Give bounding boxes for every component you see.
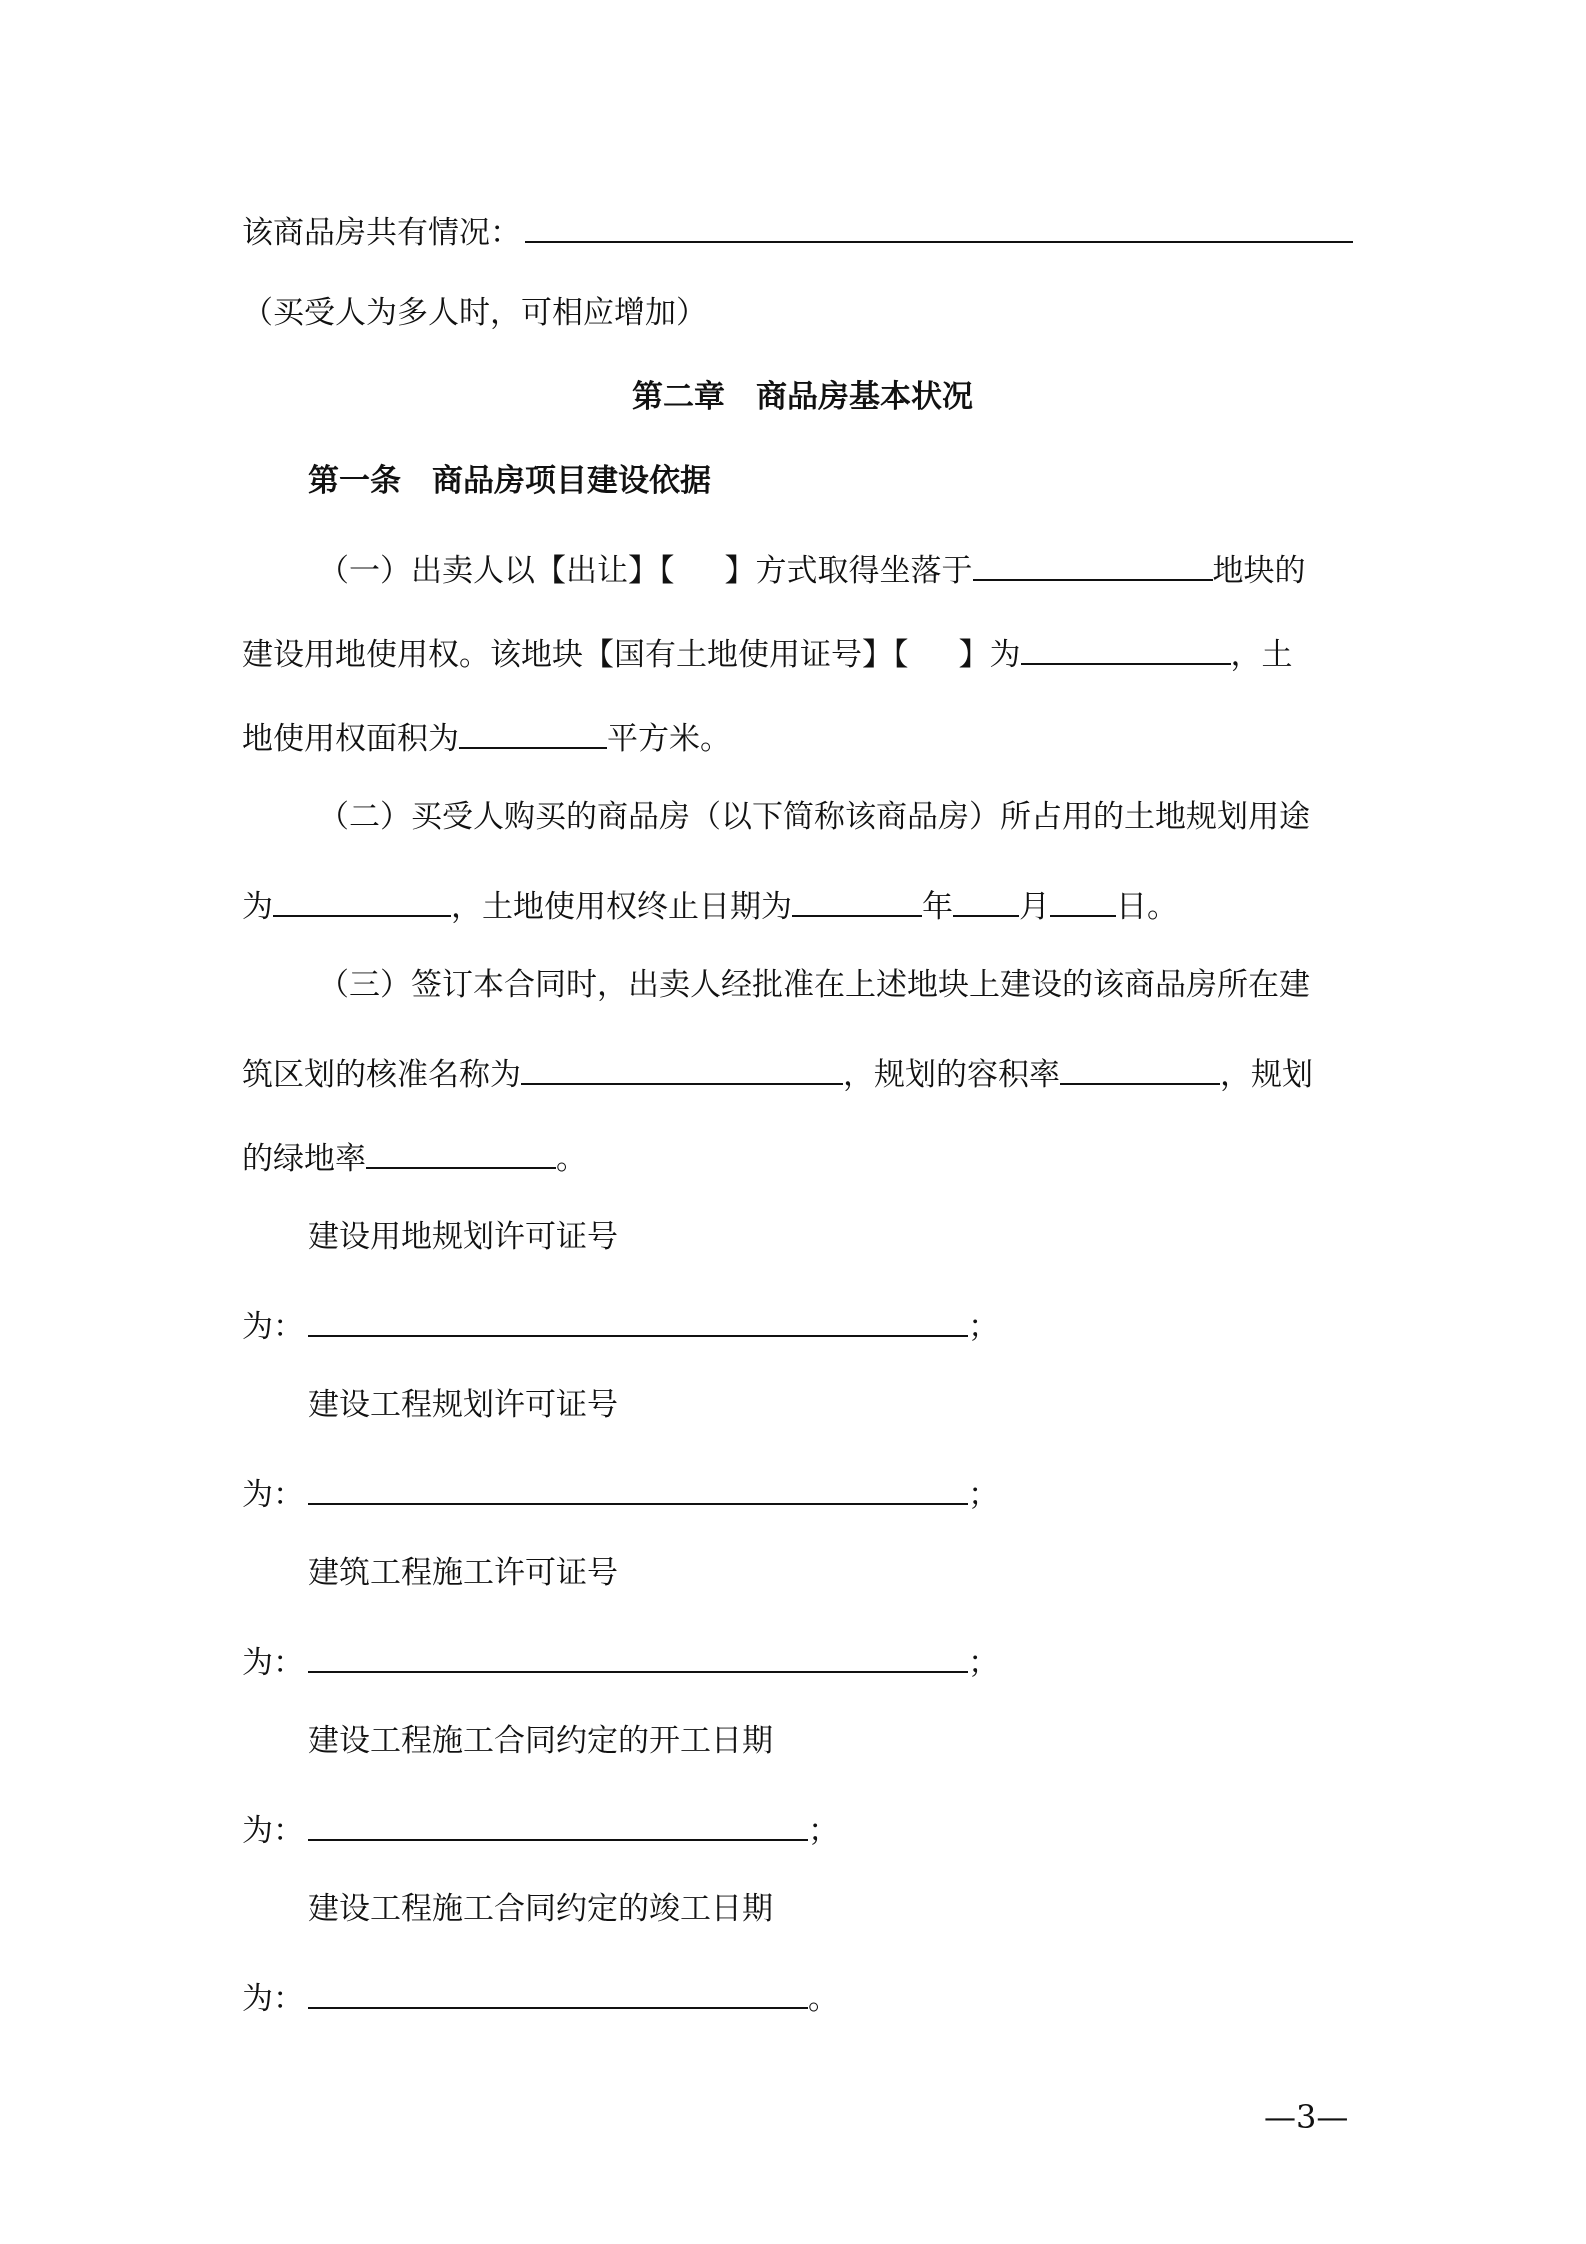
chapter-title: 第二章 商品房基本状况 xyxy=(632,379,973,415)
land-permit-label: 建设用地规划许可证号 xyxy=(308,1219,618,1255)
page-number: —3— xyxy=(1264,2098,1349,2136)
end-date-line: 为： 。 xyxy=(242,1973,839,2013)
clause-3-line-2: 筑区划的核准名称为 ，规划的容积率 ，规划 xyxy=(242,1049,1313,1089)
co-ownership-note: （买受人为多人时，可相应增加） xyxy=(242,295,707,331)
end-day-blank[interactable] xyxy=(1050,881,1116,917)
eng-permit-line: 为： ； xyxy=(242,1469,999,1509)
clause-1-line-1: （一）出卖人以【出让】【 】方式取得坐落于 地块的 xyxy=(318,545,1306,585)
eng-permit-label: 建设工程规划许可证号 xyxy=(308,1387,618,1423)
end-year-blank[interactable] xyxy=(792,881,922,917)
end-date-label: 建设工程施工合同约定的竣工日期 xyxy=(308,1891,773,1927)
clause-3-line-1: （三）签订本合同时，出卖人经批准在上述地块上建设的该商品房所在建 xyxy=(318,967,1310,1003)
article-1-title: 第一条 商品房项目建设依据 xyxy=(308,463,711,499)
land-area-blank[interactable] xyxy=(459,713,607,749)
co-ownership-line xyxy=(242,207,1353,251)
land-permit-blank[interactable] xyxy=(308,1301,968,1337)
build-permit-line: 为： ； xyxy=(242,1637,999,1677)
land-permit-line: 为： ； xyxy=(242,1301,999,1341)
clause-3-line-3: 的绿地率 。 xyxy=(242,1133,587,1173)
land-use-blank[interactable] xyxy=(273,881,451,917)
clause-1-line-3: 地使用权面积为 平方米。 xyxy=(242,713,731,753)
start-date-line: 为： ； xyxy=(242,1805,839,1845)
start-date-blank[interactable] xyxy=(308,1805,808,1841)
end-date-blank[interactable] xyxy=(308,1973,808,2009)
land-location-blank[interactable] xyxy=(973,545,1213,581)
build-permit-label: 建筑工程施工许可证号 xyxy=(308,1555,618,1591)
district-name-blank[interactable] xyxy=(521,1049,843,1085)
land-cert-number-blank[interactable] xyxy=(1021,629,1231,665)
clause-1-line-2: 建设用地使用权。该地块【国有土地使用证号】【 】为 ，土 xyxy=(242,629,1293,669)
co-ownership-label: 该商品房共有情况： xyxy=(242,215,521,251)
end-month-blank[interactable] xyxy=(953,881,1019,917)
clause-2-line-2: 为 ，土地使用权终止日期为 年 月 日。 xyxy=(242,881,1178,921)
co-ownership-blank[interactable] xyxy=(525,207,1353,243)
build-permit-blank[interactable] xyxy=(308,1637,968,1673)
eng-permit-blank[interactable] xyxy=(308,1469,968,1505)
start-date-label: 建设工程施工合同约定的开工日期 xyxy=(308,1723,773,1759)
clause-2-line-1: （二）买受人购买的商品房（以下简称该商品房）所占用的土地规划用途 xyxy=(318,799,1310,835)
plot-ratio-blank[interactable] xyxy=(1060,1049,1220,1085)
green-ratio-blank[interactable] xyxy=(366,1133,556,1169)
